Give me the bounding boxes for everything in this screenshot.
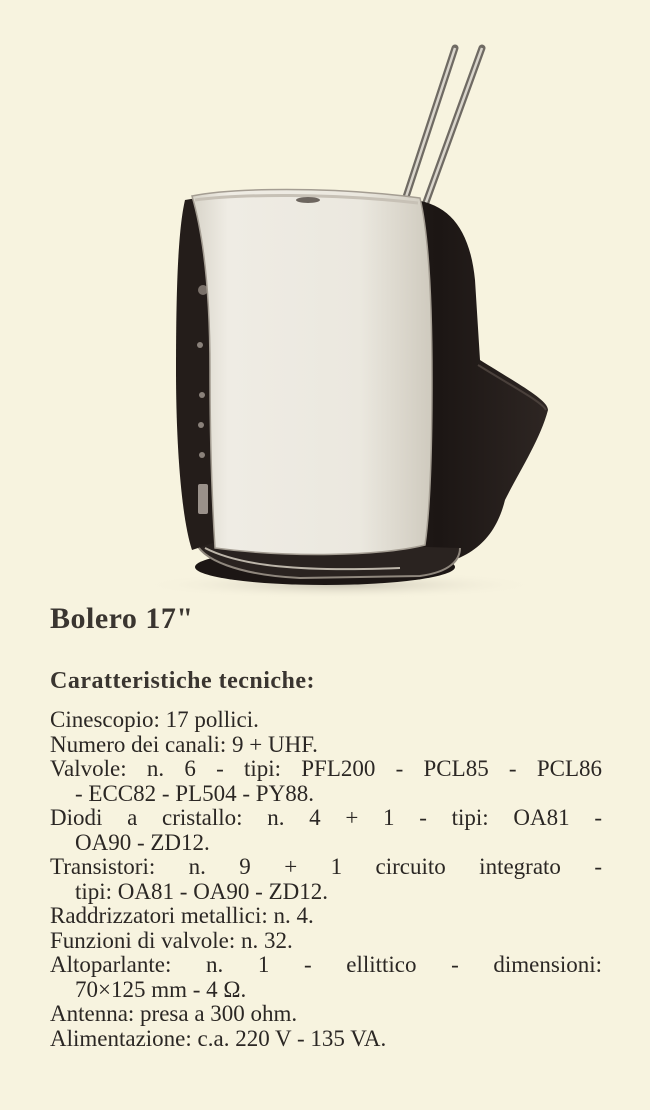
tv-white-cabinet	[192, 190, 432, 555]
spec-line: Valvole: n. 6 - tipi: PFL200 - PCL85 - PCL86	[50, 756, 602, 781]
spec-line: Transistori: n. 9 + 1 circuito integrato -	[50, 854, 602, 879]
spec-item	[50, 733, 602, 758]
spec-item	[50, 1027, 602, 1052]
section-heading: Caratteristiche tecniche:	[50, 668, 316, 694]
spec-line-continued: 70×125 mm - 4 Ω.	[75, 976, 247, 1002]
spec-list	[50, 708, 602, 1051]
spec-line: Funzioni di valvole: n. 32.	[50, 927, 293, 953]
spec-line-continued: - ECC82 - PL504 - PY88.	[75, 780, 314, 806]
product-title: Bolero 17"	[50, 602, 194, 635]
spec-item	[50, 708, 602, 733]
spec-item	[50, 806, 602, 855]
spec-item	[50, 1002, 602, 1027]
spec-line: Cinescopio: 17 pollici.	[50, 707, 259, 732]
spec-item	[50, 757, 602, 806]
telescopic-antenna-icon	[405, 48, 482, 205]
spec-line: Altoparlante: n. 1 - ellittico - dimensioni:	[50, 952, 602, 977]
spec-item	[50, 904, 602, 929]
spec-line: Numero dei canali: 9 + UHF.	[50, 731, 318, 757]
spec-line-continued: tipi: OA81 - OA90 - ZD12.	[75, 878, 328, 904]
spec-item	[50, 929, 602, 954]
spec-line: Alimentazione: c.a. 220 V - 135 VA.	[50, 1025, 387, 1051]
spec-line-continued: OA90 - ZD12.	[75, 829, 210, 855]
spec-line: Antenna: presa a 300 ohm.	[50, 1001, 298, 1026]
spec-item	[50, 855, 602, 904]
spec-line: Raddrizzatori metallici: n. 4.	[50, 903, 314, 928]
spec-item	[50, 953, 602, 1002]
spec-line: Diodi a cristallo: n. 4 + 1 - tipi: OA81 -	[50, 805, 602, 830]
